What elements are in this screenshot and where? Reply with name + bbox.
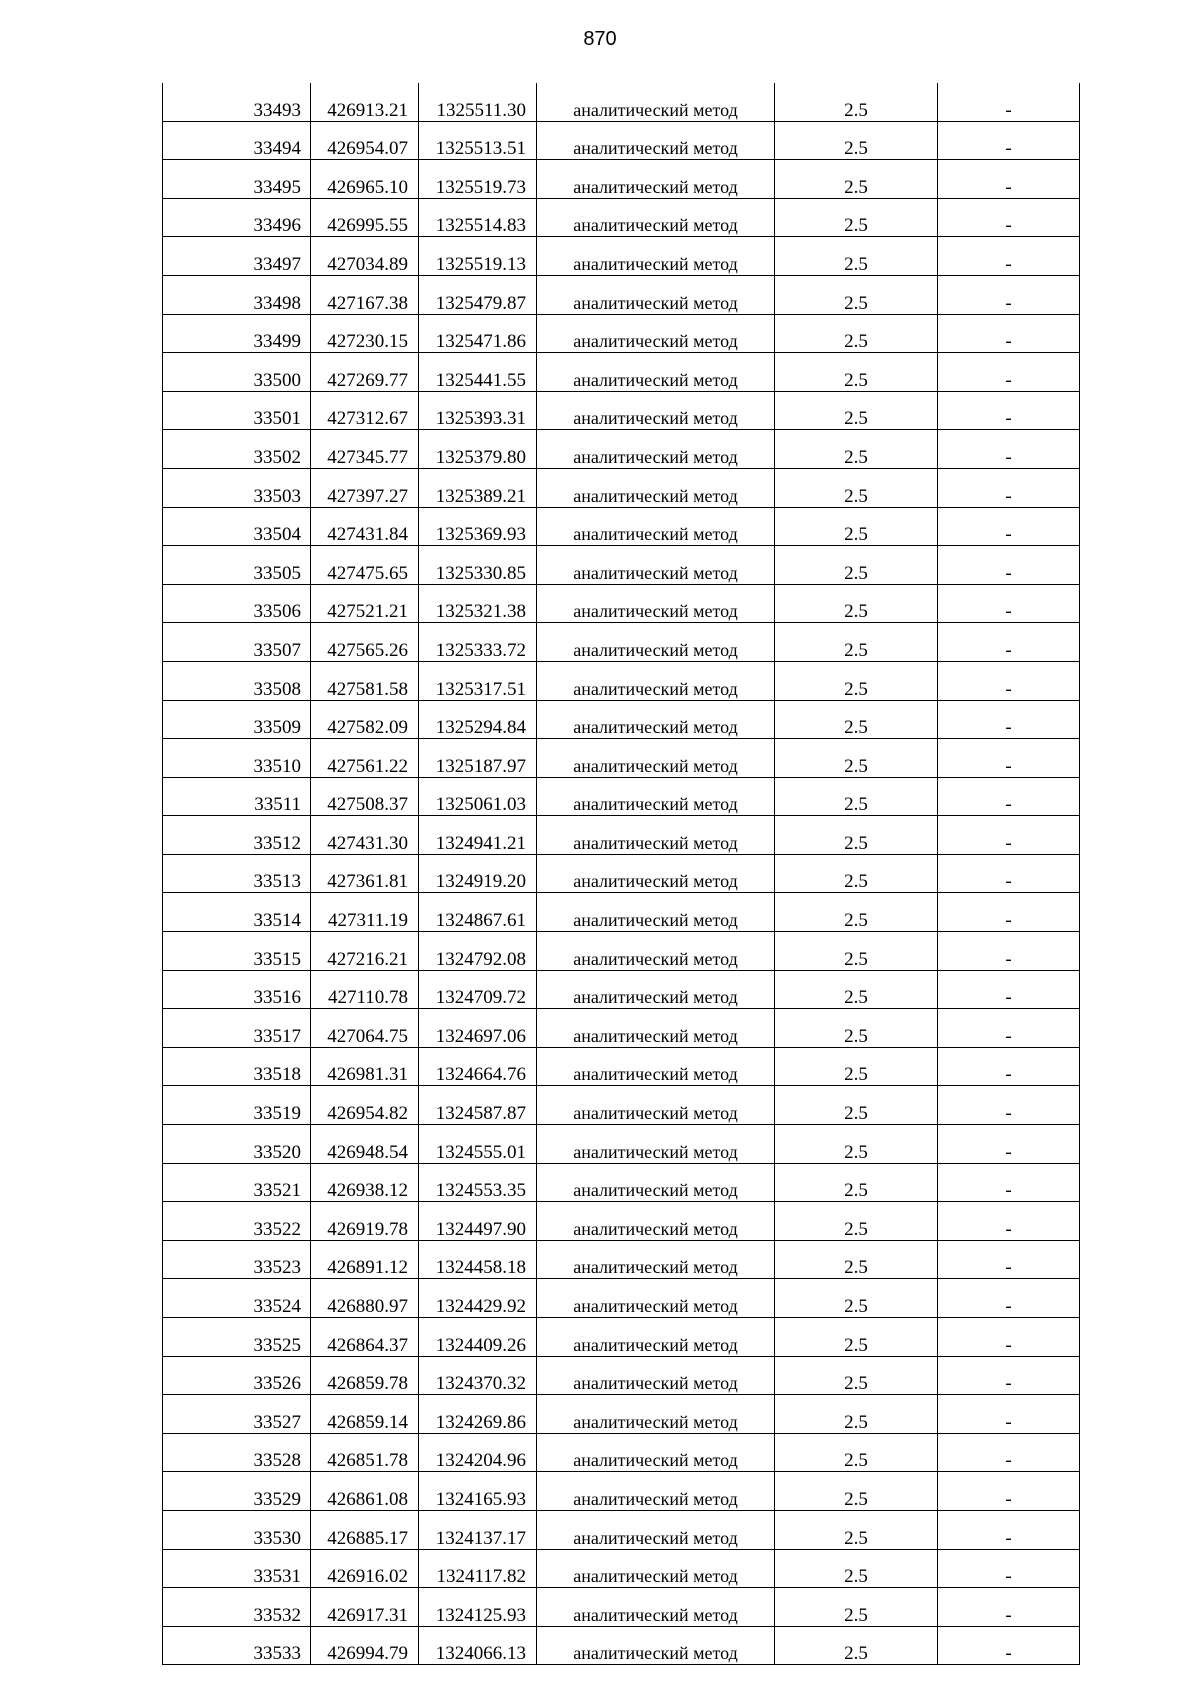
y-coordinate-cell: 1325187.97 — [419, 739, 537, 778]
x-coordinate-cell: 426861.08 — [311, 1472, 419, 1511]
table-row — [163, 661, 1080, 700]
note-cell: - — [938, 391, 1080, 430]
method-cell: аналитический метод — [537, 160, 775, 199]
note-cell: - — [938, 584, 1080, 623]
y-coordinate-cell: 1325061.03 — [419, 777, 537, 816]
point-number-cell: 33513 — [163, 854, 311, 893]
point-number-cell: 33532 — [163, 1588, 311, 1627]
accuracy-cell: 2.5 — [775, 1626, 938, 1665]
accuracy-cell: 2.5 — [775, 546, 938, 585]
y-coordinate-cell: 1324066.13 — [419, 1626, 537, 1665]
table-row — [163, 546, 1080, 585]
accuracy-cell: 2.5 — [775, 1202, 938, 1241]
table-row — [163, 1626, 1080, 1665]
y-coordinate-cell: 1324867.61 — [419, 893, 537, 932]
point-number-cell: 33510 — [163, 739, 311, 778]
x-coordinate-cell: 426954.82 — [311, 1086, 419, 1125]
x-coordinate-cell: 427312.67 — [311, 391, 419, 430]
table-row — [163, 1472, 1080, 1511]
method-cell: аналитический метод — [537, 854, 775, 893]
method-cell: аналитический метод — [537, 353, 775, 392]
point-number-cell: 33517 — [163, 1009, 311, 1048]
method-cell: аналитический метод — [537, 1009, 775, 1048]
table-row — [163, 468, 1080, 507]
table-row — [163, 739, 1080, 778]
accuracy-cell: 2.5 — [775, 1163, 938, 1202]
point-number-cell: 33526 — [163, 1356, 311, 1395]
table-row — [163, 121, 1080, 160]
accuracy-cell: 2.5 — [775, 1279, 938, 1318]
x-coordinate-cell: 427269.77 — [311, 353, 419, 392]
point-number-cell: 33512 — [163, 816, 311, 855]
table-row — [163, 83, 1080, 121]
accuracy-cell: 2.5 — [775, 893, 938, 932]
method-cell: аналитический метод — [537, 121, 775, 160]
accuracy-cell: 2.5 — [775, 468, 938, 507]
method-cell: аналитический метод — [537, 661, 775, 700]
note-cell: - — [938, 1279, 1080, 1318]
table-row — [163, 198, 1080, 237]
x-coordinate-cell: 427508.37 — [311, 777, 419, 816]
table-row — [163, 1356, 1080, 1395]
method-cell: аналитический метод — [537, 739, 775, 778]
table-row — [163, 932, 1080, 971]
point-number-cell: 33505 — [163, 546, 311, 585]
point-number-cell: 33498 — [163, 275, 311, 314]
note-cell: - — [938, 970, 1080, 1009]
accuracy-cell: 2.5 — [775, 1472, 938, 1511]
table-row — [163, 1588, 1080, 1627]
note-cell: - — [938, 546, 1080, 585]
method-cell: аналитический метод — [537, 1356, 775, 1395]
table-row — [163, 1240, 1080, 1279]
note-cell: - — [938, 661, 1080, 700]
y-coordinate-cell: 1325471.86 — [419, 314, 537, 353]
accuracy-cell: 2.5 — [775, 1318, 938, 1357]
note-cell: - — [938, 314, 1080, 353]
accuracy-cell: 2.5 — [775, 623, 938, 662]
note-cell: - — [938, 1626, 1080, 1665]
note-cell: - — [938, 1047, 1080, 1086]
point-number-cell: 33529 — [163, 1472, 311, 1511]
method-cell: аналитический метод — [537, 1125, 775, 1164]
point-number-cell: 33519 — [163, 1086, 311, 1125]
point-number-cell: 33493 — [163, 83, 311, 121]
accuracy-cell: 2.5 — [775, 391, 938, 430]
x-coordinate-cell: 426994.79 — [311, 1626, 419, 1665]
x-coordinate-cell: 426917.31 — [311, 1588, 419, 1627]
accuracy-cell: 2.5 — [775, 1047, 938, 1086]
method-cell: аналитический метод — [537, 700, 775, 739]
table-row — [163, 623, 1080, 662]
method-cell: аналитический метод — [537, 314, 775, 353]
x-coordinate-cell: 427582.09 — [311, 700, 419, 739]
point-number-cell: 33507 — [163, 623, 311, 662]
note-cell: - — [938, 353, 1080, 392]
point-number-cell: 33527 — [163, 1395, 311, 1434]
point-number-cell: 33499 — [163, 314, 311, 353]
x-coordinate-cell: 426965.10 — [311, 160, 419, 199]
point-number-cell: 33533 — [163, 1626, 311, 1665]
point-number-cell: 33497 — [163, 237, 311, 276]
x-coordinate-cell: 426948.54 — [311, 1125, 419, 1164]
x-coordinate-cell: 427034.89 — [311, 237, 419, 276]
table-row — [163, 854, 1080, 893]
x-coordinate-cell: 427475.65 — [311, 546, 419, 585]
y-coordinate-cell: 1324125.93 — [419, 1588, 537, 1627]
method-cell: аналитический метод — [537, 1472, 775, 1511]
x-coordinate-cell: 426981.31 — [311, 1047, 419, 1086]
table-row — [163, 1395, 1080, 1434]
y-coordinate-cell: 1325441.55 — [419, 353, 537, 392]
method-cell: аналитический метод — [537, 1433, 775, 1472]
note-cell: - — [938, 1163, 1080, 1202]
x-coordinate-cell: 426995.55 — [311, 198, 419, 237]
x-coordinate-cell: 427216.21 — [311, 932, 419, 971]
y-coordinate-cell: 1324553.35 — [419, 1163, 537, 1202]
y-coordinate-cell: 1324458.18 — [419, 1240, 537, 1279]
note-cell: - — [938, 430, 1080, 469]
x-coordinate-cell: 426851.78 — [311, 1433, 419, 1472]
x-coordinate-cell: 427397.27 — [311, 468, 419, 507]
accuracy-cell: 2.5 — [775, 739, 938, 778]
note-cell: - — [938, 700, 1080, 739]
method-cell: аналитический метод — [537, 1279, 775, 1318]
note-cell: - — [938, 1549, 1080, 1588]
point-number-cell: 33525 — [163, 1318, 311, 1357]
method-cell: аналитический метод — [537, 1626, 775, 1665]
method-cell: аналитический метод — [537, 507, 775, 546]
method-cell: аналитический метод — [537, 816, 775, 855]
accuracy-cell: 2.5 — [775, 777, 938, 816]
point-number-cell: 33520 — [163, 1125, 311, 1164]
accuracy-cell: 2.5 — [775, 700, 938, 739]
note-cell: - — [938, 1318, 1080, 1357]
table-row — [163, 700, 1080, 739]
table-row — [163, 777, 1080, 816]
accuracy-cell: 2.5 — [775, 932, 938, 971]
table-row — [163, 1510, 1080, 1549]
accuracy-cell: 2.5 — [775, 237, 938, 276]
y-coordinate-cell: 1324165.93 — [419, 1472, 537, 1511]
y-coordinate-cell: 1325389.21 — [419, 468, 537, 507]
y-coordinate-cell: 1325393.31 — [419, 391, 537, 430]
accuracy-cell: 2.5 — [775, 816, 938, 855]
y-coordinate-cell: 1324269.86 — [419, 1395, 537, 1434]
y-coordinate-cell: 1325479.87 — [419, 275, 537, 314]
x-coordinate-cell: 427345.77 — [311, 430, 419, 469]
table-row — [163, 1009, 1080, 1048]
y-coordinate-cell: 1324709.72 — [419, 970, 537, 1009]
y-coordinate-cell: 1324117.82 — [419, 1549, 537, 1588]
x-coordinate-cell: 426885.17 — [311, 1510, 419, 1549]
note-cell: - — [938, 83, 1080, 121]
x-coordinate-cell: 426864.37 — [311, 1318, 419, 1357]
method-cell: аналитический метод — [537, 468, 775, 507]
y-coordinate-cell: 1324429.92 — [419, 1279, 537, 1318]
note-cell: - — [938, 1086, 1080, 1125]
point-number-cell: 33523 — [163, 1240, 311, 1279]
point-number-cell: 33530 — [163, 1510, 311, 1549]
accuracy-cell: 2.5 — [775, 1588, 938, 1627]
note-cell: - — [938, 1510, 1080, 1549]
x-coordinate-cell: 426916.02 — [311, 1549, 419, 1588]
table-row — [163, 1279, 1080, 1318]
x-coordinate-cell: 427561.22 — [311, 739, 419, 778]
accuracy-cell: 2.5 — [775, 854, 938, 893]
method-cell: аналитический метод — [537, 1510, 775, 1549]
y-coordinate-cell: 1325317.51 — [419, 661, 537, 700]
method-cell: аналитический метод — [537, 1163, 775, 1202]
note-cell: - — [938, 816, 1080, 855]
point-number-cell: 33503 — [163, 468, 311, 507]
note-cell: - — [938, 1395, 1080, 1434]
note-cell: - — [938, 468, 1080, 507]
accuracy-cell: 2.5 — [775, 160, 938, 199]
accuracy-cell: 2.5 — [775, 1433, 938, 1472]
x-coordinate-cell: 426880.97 — [311, 1279, 419, 1318]
method-cell: аналитический метод — [537, 777, 775, 816]
point-number-cell: 33518 — [163, 1047, 311, 1086]
method-cell: аналитический метод — [537, 275, 775, 314]
page-number: 870 — [583, 28, 617, 50]
point-number-cell: 33511 — [163, 777, 311, 816]
y-coordinate-cell: 1324204.96 — [419, 1433, 537, 1472]
note-cell: - — [938, 1433, 1080, 1472]
x-coordinate-cell: 427431.84 — [311, 507, 419, 546]
point-number-cell: 33531 — [163, 1549, 311, 1588]
accuracy-cell: 2.5 — [775, 1086, 938, 1125]
y-coordinate-cell: 1325514.83 — [419, 198, 537, 237]
note-cell: - — [938, 932, 1080, 971]
point-number-cell: 33509 — [163, 700, 311, 739]
point-number-cell: 33521 — [163, 1163, 311, 1202]
point-number-cell: 33504 — [163, 507, 311, 546]
note-cell: - — [938, 1588, 1080, 1627]
point-number-cell: 33500 — [163, 353, 311, 392]
method-cell: аналитический метод — [537, 430, 775, 469]
method-cell: аналитический метод — [537, 1318, 775, 1357]
y-coordinate-cell: 1324370.32 — [419, 1356, 537, 1395]
method-cell: аналитический метод — [537, 391, 775, 430]
point-number-cell: 33501 — [163, 391, 311, 430]
x-coordinate-cell: 426954.07 — [311, 121, 419, 160]
accuracy-cell: 2.5 — [775, 1125, 938, 1164]
accuracy-cell: 2.5 — [775, 430, 938, 469]
x-coordinate-cell: 426919.78 — [311, 1202, 419, 1241]
accuracy-cell: 2.5 — [775, 1009, 938, 1048]
table-row — [163, 1125, 1080, 1164]
note-cell: - — [938, 237, 1080, 276]
accuracy-cell: 2.5 — [775, 661, 938, 700]
note-cell: - — [938, 623, 1080, 662]
y-coordinate-cell: 1325511.30 — [419, 83, 537, 121]
x-coordinate-cell: 427361.81 — [311, 854, 419, 893]
x-coordinate-cell: 427110.78 — [311, 970, 419, 1009]
y-coordinate-cell: 1325513.51 — [419, 121, 537, 160]
table-row — [163, 275, 1080, 314]
y-coordinate-cell: 1325519.13 — [419, 237, 537, 276]
x-coordinate-cell: 427521.21 — [311, 584, 419, 623]
accuracy-cell: 2.5 — [775, 1356, 938, 1395]
method-cell: аналитический метод — [537, 1047, 775, 1086]
point-number-cell: 33515 — [163, 932, 311, 971]
x-coordinate-cell: 426859.78 — [311, 1356, 419, 1395]
y-coordinate-cell: 1324919.20 — [419, 854, 537, 893]
x-coordinate-cell: 427431.30 — [311, 816, 419, 855]
point-number-cell: 33495 — [163, 160, 311, 199]
method-cell: аналитический метод — [537, 83, 775, 121]
table-row — [163, 1549, 1080, 1588]
method-cell: аналитический метод — [537, 1202, 775, 1241]
point-number-cell: 33508 — [163, 661, 311, 700]
method-cell: аналитический метод — [537, 1588, 775, 1627]
table-row — [163, 584, 1080, 623]
note-cell: - — [938, 507, 1080, 546]
y-coordinate-cell: 1324792.08 — [419, 932, 537, 971]
table-row — [163, 1318, 1080, 1357]
method-cell: аналитический метод — [537, 546, 775, 585]
point-number-cell: 33514 — [163, 893, 311, 932]
table-row — [163, 1163, 1080, 1202]
accuracy-cell: 2.5 — [775, 353, 938, 392]
y-coordinate-cell: 1325294.84 — [419, 700, 537, 739]
table-row — [163, 391, 1080, 430]
point-number-cell: 33522 — [163, 1202, 311, 1241]
y-coordinate-cell: 1324587.87 — [419, 1086, 537, 1125]
y-coordinate-cell: 1324555.01 — [419, 1125, 537, 1164]
method-cell: аналитический метод — [537, 970, 775, 1009]
accuracy-cell: 2.5 — [775, 1240, 938, 1279]
note-cell: - — [938, 121, 1080, 160]
y-coordinate-cell: 1325369.93 — [419, 507, 537, 546]
table-row — [163, 893, 1080, 932]
accuracy-cell: 2.5 — [775, 198, 938, 237]
note-cell: - — [938, 1125, 1080, 1164]
accuracy-cell: 2.5 — [775, 314, 938, 353]
x-coordinate-cell: 426891.12 — [311, 1240, 419, 1279]
method-cell: аналитический метод — [537, 237, 775, 276]
point-number-cell: 33524 — [163, 1279, 311, 1318]
point-number-cell: 33494 — [163, 121, 311, 160]
point-number-cell: 33516 — [163, 970, 311, 1009]
x-coordinate-cell: 426913.21 — [311, 83, 419, 121]
method-cell: аналитический метод — [537, 1240, 775, 1279]
note-cell: - — [938, 777, 1080, 816]
y-coordinate-cell: 1325519.73 — [419, 160, 537, 199]
x-coordinate-cell: 427565.26 — [311, 623, 419, 662]
table-row — [163, 1433, 1080, 1472]
note-cell: - — [938, 160, 1080, 199]
table-row — [163, 160, 1080, 199]
y-coordinate-cell: 1325321.38 — [419, 584, 537, 623]
y-coordinate-cell: 1324409.26 — [419, 1318, 537, 1357]
note-cell: - — [938, 854, 1080, 893]
table-row — [163, 353, 1080, 392]
y-coordinate-cell: 1324941.21 — [419, 816, 537, 855]
accuracy-cell: 2.5 — [775, 970, 938, 1009]
point-number-cell: 33502 — [163, 430, 311, 469]
y-coordinate-cell: 1325330.85 — [419, 546, 537, 585]
y-coordinate-cell: 1325379.80 — [419, 430, 537, 469]
table-row — [163, 430, 1080, 469]
note-cell: - — [938, 1356, 1080, 1395]
method-cell: аналитический метод — [537, 1395, 775, 1434]
accuracy-cell: 2.5 — [775, 1395, 938, 1434]
table-row — [163, 507, 1080, 546]
accuracy-cell: 2.5 — [775, 1549, 938, 1588]
accuracy-cell: 2.5 — [775, 121, 938, 160]
accuracy-cell: 2.5 — [775, 584, 938, 623]
table-row — [163, 1086, 1080, 1125]
x-coordinate-cell: 427230.15 — [311, 314, 419, 353]
note-cell: - — [938, 275, 1080, 314]
accuracy-cell: 2.5 — [775, 1510, 938, 1549]
accuracy-cell: 2.5 — [775, 507, 938, 546]
y-coordinate-cell: 1324137.17 — [419, 1510, 537, 1549]
point-number-cell: 33506 — [163, 584, 311, 623]
y-coordinate-cell: 1325333.72 — [419, 623, 537, 662]
note-cell: - — [938, 739, 1080, 778]
y-coordinate-cell: 1324497.90 — [419, 1202, 537, 1241]
point-number-cell: 33496 — [163, 198, 311, 237]
method-cell: аналитический метод — [537, 584, 775, 623]
note-cell: - — [938, 893, 1080, 932]
y-coordinate-cell: 1324664.76 — [419, 1047, 537, 1086]
method-cell: аналитический метод — [537, 198, 775, 237]
coordinates-table-body — [163, 83, 1080, 1665]
x-coordinate-cell: 426938.12 — [311, 1163, 419, 1202]
table-row — [163, 1047, 1080, 1086]
accuracy-cell: 2.5 — [775, 83, 938, 121]
table-row — [163, 314, 1080, 353]
point-number-cell: 33528 — [163, 1433, 311, 1472]
note-cell: - — [938, 1240, 1080, 1279]
note-cell: - — [938, 1009, 1080, 1048]
x-coordinate-cell: 427311.19 — [311, 893, 419, 932]
table-row — [163, 237, 1080, 276]
method-cell: аналитический метод — [537, 932, 775, 971]
x-coordinate-cell: 427064.75 — [311, 1009, 419, 1048]
method-cell: аналитический метод — [537, 623, 775, 662]
method-cell: аналитический метод — [537, 1549, 775, 1588]
table-row — [163, 1202, 1080, 1241]
coordinates-table — [162, 83, 1080, 1665]
x-coordinate-cell: 427167.38 — [311, 275, 419, 314]
table-row — [163, 970, 1080, 1009]
y-coordinate-cell: 1324697.06 — [419, 1009, 537, 1048]
method-cell: аналитический метод — [537, 893, 775, 932]
x-coordinate-cell: 427581.58 — [311, 661, 419, 700]
note-cell: - — [938, 198, 1080, 237]
note-cell: - — [938, 1202, 1080, 1241]
method-cell: аналитический метод — [537, 1086, 775, 1125]
accuracy-cell: 2.5 — [775, 275, 938, 314]
note-cell: - — [938, 1472, 1080, 1511]
table-row — [163, 816, 1080, 855]
x-coordinate-cell: 426859.14 — [311, 1395, 419, 1434]
